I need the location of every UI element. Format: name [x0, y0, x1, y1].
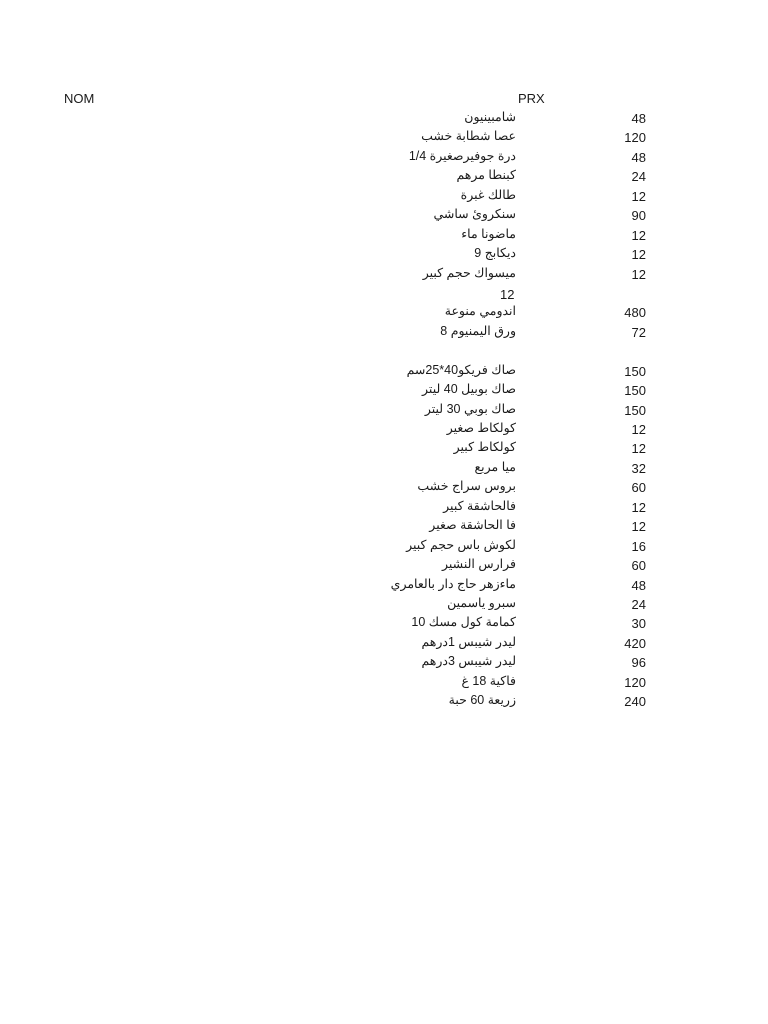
table-row — [0, 672, 768, 691]
item-name: فالحاشقة كبير — [443, 498, 516, 513]
table-row — [0, 302, 768, 321]
table-row — [0, 244, 768, 263]
item-price: 150 — [624, 383, 646, 399]
item-name: سنكروئ ساشي — [433, 207, 516, 222]
item-name: ليدر شيبس 3درهم — [421, 654, 516, 669]
item-name: ورق اليمنيوم 8 — [440, 323, 516, 338]
item-name: ميا مربع — [474, 459, 516, 474]
item-price: 480 — [624, 305, 646, 321]
item-price: 60 — [631, 558, 646, 574]
item-name: كولكاط صغير — [446, 421, 516, 435]
table-row — [0, 458, 768, 477]
item-name: عصا شطابة خشب — [421, 129, 516, 144]
item-name: شامبينيون — [464, 110, 516, 124]
item-price: 150 — [624, 402, 646, 418]
item-price: 12 — [631, 227, 646, 243]
table-row — [0, 536, 768, 555]
item-name: صاك بوبي 30 ليتر — [424, 401, 516, 416]
item-name: صاك بوبيل 40 ليتر — [422, 382, 516, 397]
item-price: 12 — [631, 441, 646, 457]
column-header-prx: PRX — [518, 91, 545, 106]
table-row — [0, 322, 768, 341]
table-row — [0, 400, 768, 419]
item-price: 420 — [624, 635, 646, 651]
item-price: 48 — [631, 577, 646, 593]
item-price: 24 — [631, 596, 646, 612]
table-row — [0, 633, 768, 652]
table-row — [0, 166, 768, 185]
item-name: فاكية 18 غ — [461, 673, 516, 688]
table-row — [0, 205, 768, 224]
item-name: 12 — [500, 286, 515, 302]
item-price: 12 — [631, 422, 646, 437]
item-name: فرارس النشير — [442, 557, 516, 572]
table-row — [0, 108, 768, 127]
table-row — [0, 147, 768, 166]
table-row — [0, 361, 768, 380]
table-row — [0, 516, 768, 535]
table-row — [0, 594, 768, 613]
item-name: فا الحاشقة صغير — [429, 518, 516, 533]
item-name: اندومي منوعة — [444, 304, 516, 319]
item-price: 240 — [624, 694, 646, 710]
item-price: 12 — [631, 247, 646, 263]
item-price: 48 — [631, 149, 646, 165]
item-name: ماءزهر حاج دار بالعامري — [390, 576, 516, 591]
item-price: 24 — [631, 169, 646, 185]
item-name: سبرو ياسمين — [447, 595, 516, 610]
table-row — [0, 419, 768, 438]
table-row — [0, 575, 768, 594]
item-name: بروس سراج خشب — [417, 479, 516, 494]
item-name: لكوش باس حجم كبير — [406, 537, 516, 552]
table-row — [0, 438, 768, 457]
item-price: 12 — [631, 519, 646, 535]
item-price: 12 — [631, 499, 646, 515]
item-price: 60 — [631, 480, 646, 496]
item-name: كولكاط كبير — [453, 440, 516, 455]
table-row — [0, 497, 768, 516]
table-row — [0, 555, 768, 574]
table-row — [0, 127, 768, 146]
table-row — [0, 283, 768, 302]
item-name: ماضونا ماء — [461, 226, 516, 241]
table-row — [0, 225, 768, 244]
item-name: ليدر شيبس 1درهم — [421, 634, 516, 649]
item-name: ميسواك حجم كبير — [422, 265, 516, 280]
item-name: كمامة كول مسك 10 — [411, 615, 516, 630]
item-price: 150 — [624, 363, 646, 379]
item-price: 12 — [631, 266, 646, 282]
table-row — [0, 186, 768, 205]
table-row — [0, 264, 768, 283]
item-price: 16 — [631, 538, 646, 554]
item-price: 48 — [631, 111, 646, 126]
table-row — [0, 380, 768, 399]
item-price: 90 — [631, 208, 646, 224]
table-row — [0, 691, 768, 710]
item-price: 32 — [631, 460, 646, 476]
item-name: ديكابج 9 — [474, 246, 516, 261]
item-price: 72 — [631, 324, 646, 340]
column-header-nom: NOM — [64, 91, 95, 106]
table-row — [0, 341, 768, 360]
item-price: 96 — [631, 655, 646, 671]
table-row — [0, 652, 768, 671]
item-name: طالك غبرة — [460, 187, 516, 202]
item-name: درة جوفيرصغيرة 1/4 — [408, 148, 516, 163]
table-row — [0, 613, 768, 632]
item-price: 30 — [631, 616, 646, 632]
item-price: 120 — [624, 674, 646, 690]
item-name: صاك فريكو40*25سم — [406, 362, 516, 377]
item-name: كبنطا مرهم — [456, 168, 516, 183]
table-row — [0, 477, 768, 496]
price-list — [0, 108, 768, 711]
item-name: زريعة 60 حبة — [448, 693, 516, 708]
item-price: 12 — [631, 188, 646, 204]
item-price: 120 — [624, 130, 646, 146]
